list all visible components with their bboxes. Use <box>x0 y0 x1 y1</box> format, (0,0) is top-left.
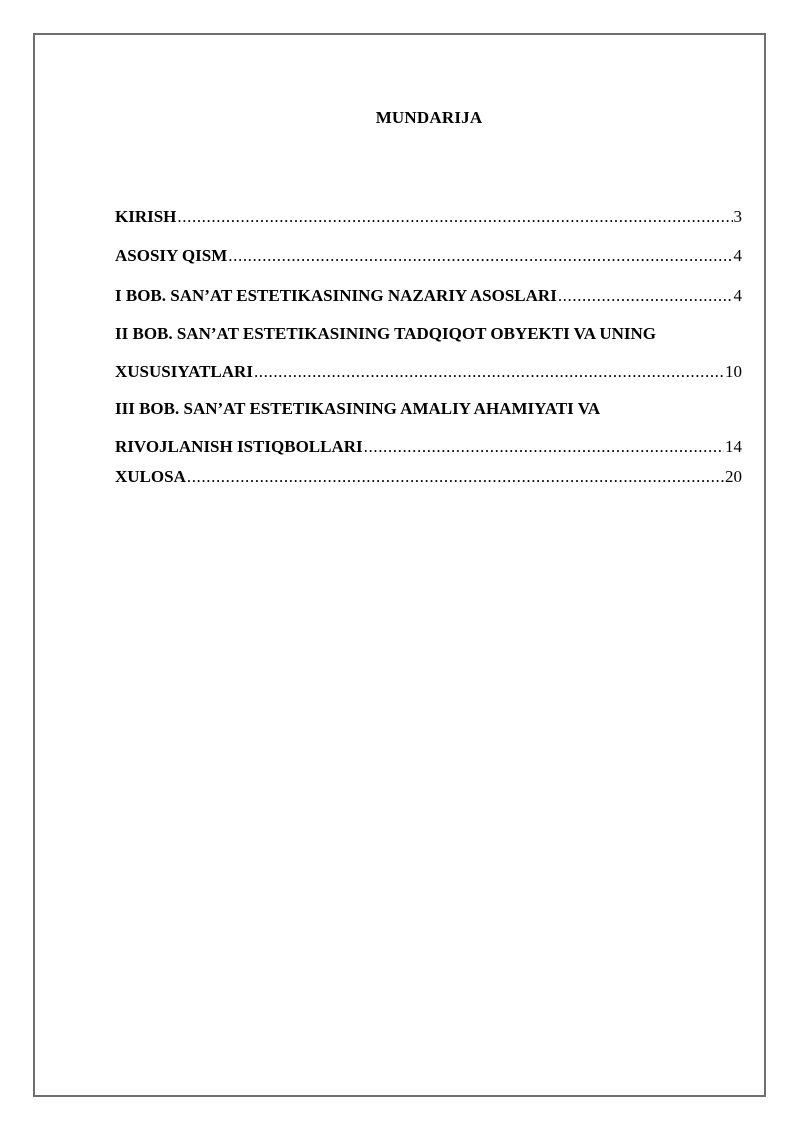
toc-entry-chapter-3 <box>115 397 742 459</box>
toc-entry-label: KIRISH <box>115 207 177 226</box>
toc-entry-label: I BOB. SAN’AT ESTETIKASINING NAZARIY ASOSLARI <box>115 286 557 305</box>
toc-entry-xulosa <box>115 465 742 489</box>
toc-page-number: 14 <box>725 437 742 456</box>
toc-entry-label: ASOSIY QISM <box>115 246 228 265</box>
toc-page-number: 3 <box>733 207 742 226</box>
toc-dot-leader <box>187 465 724 489</box>
toc-page-number: 4 <box>733 246 742 265</box>
toc-dot-leader <box>254 360 724 384</box>
toc-entry-chapter-2 <box>115 322 742 384</box>
toc-dot-leader <box>228 244 732 268</box>
toc-page-number: 4 <box>733 286 742 305</box>
toc-entry-kirish <box>115 205 742 229</box>
toc-dot-leader <box>558 284 733 308</box>
toc-page-number: 20 <box>725 467 742 486</box>
toc-dot-leader <box>364 435 724 459</box>
toc-page-number: 10 <box>725 362 742 381</box>
toc-entry-label: XULOSA <box>115 467 186 486</box>
toc-entry-label-line1: II BOB. SAN’AT ESTETIKASINING TADQIQOT OBYEKTI VA UNING <box>115 324 657 343</box>
toc-entry-label-line1: III BOB. SAN’AT ESTETIKASINING AMALIY AHAMIYATI VA <box>115 399 601 418</box>
toc-entry-label: RIVOJLANISH ISTIQBOLLARI <box>115 437 363 456</box>
toc-entry-label: XUSUSIYATLARI <box>115 362 253 381</box>
document-title: MUNDARIJA <box>375 108 483 127</box>
page <box>33 33 766 1097</box>
toc-entry-chapter-1 <box>115 284 742 308</box>
toc-dot-leader <box>177 205 732 229</box>
toc-entry-asosiy-qism <box>115 244 742 268</box>
